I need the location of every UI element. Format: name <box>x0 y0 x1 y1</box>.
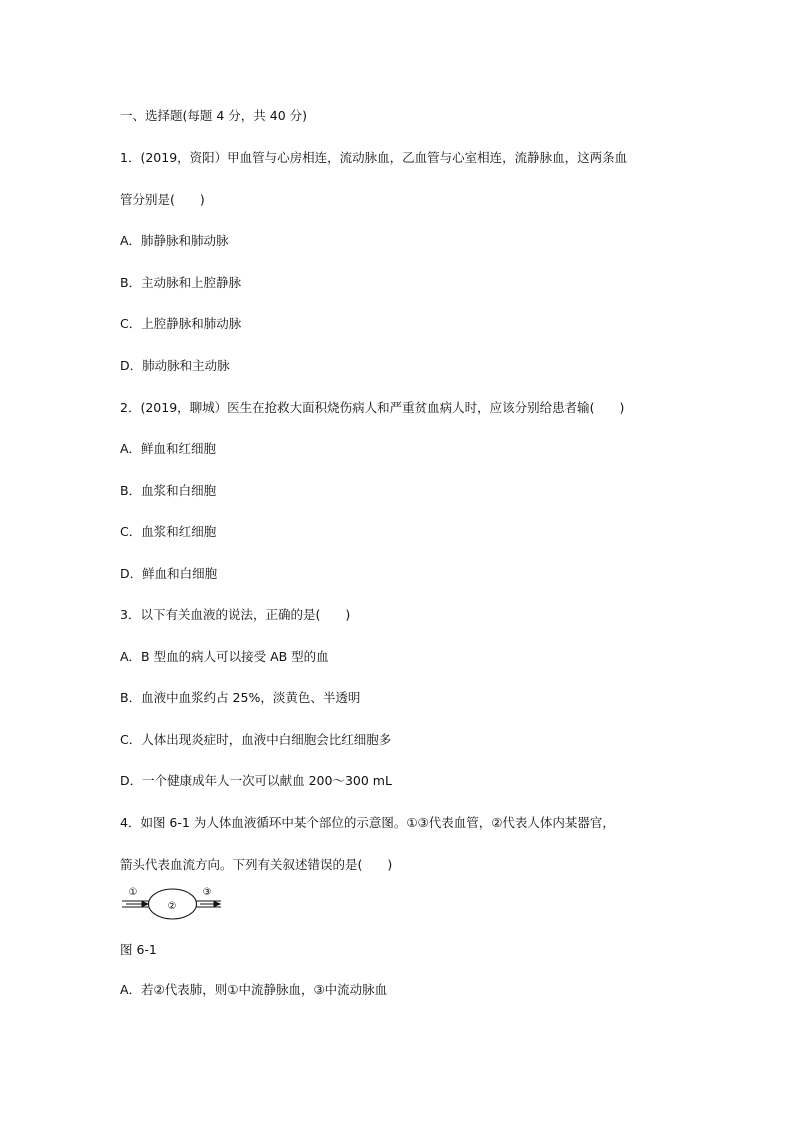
question-3-option-b: B．血液中血浆约占 25%，淡黄色、半透明 <box>120 690 361 705</box>
vessel-3-label: ③ <box>202 887 212 898</box>
question-2-option-d: D．鲜血和白细胞 <box>120 566 218 581</box>
question-1-option-d: D．肺动脉和主动脉 <box>120 358 230 373</box>
blood-flow-diagram <box>120 882 224 924</box>
question-1-line-1: 1．(2019，资阳）甲血管与心房相连，流动脉血，乙血管与心室相连，流静脉血，这两条血 <box>120 150 628 165</box>
question-1-option-c: C．上腔静脉和肺动脉 <box>120 316 242 331</box>
question-2-option-c: C．血浆和红细胞 <box>120 524 217 539</box>
question-3-option-c: C．人体出现炎症时，血液中白细胞会比红细胞多 <box>120 732 392 747</box>
question-4-line-1: 4．如图 6-1 为人体血液循环中某个部位的示意图。①③代表血管，②代表人体内某器官， <box>120 815 615 830</box>
question-3-option-d: D．一个健康成年人一次可以献血 200～300 mL <box>120 773 392 788</box>
question-1-option-a: A．肺静脉和肺动脉 <box>120 233 229 248</box>
vessel-1-label: ① <box>128 887 138 898</box>
question-3-option-a: A．B 型血的病人可以接受 AB 型的血 <box>120 649 329 664</box>
organ-2-label: ② <box>167 901 177 912</box>
question-2-line-1: 2．(2019，聊城）医生在抢救大面积烧伤病人和严重贫血病人时，应该分别给患者输( ) <box>120 400 625 415</box>
question-2-option-a: A．鲜血和红细胞 <box>120 441 217 456</box>
question-1-line-2: 管分别是( ) <box>120 192 205 207</box>
section-header: 一、选择题(每题 4 分，共 40 分) <box>120 108 308 123</box>
question-4-option-a: A．若②代表肺，则①中流静脉血，③中流动脉血 <box>120 982 388 997</box>
question-2-option-b: B．血浆和白细胞 <box>120 483 217 498</box>
figure-caption: 图 6-1 <box>120 942 157 957</box>
question-4-line-2: 箭头代表血流方向。下列有关叙述错误的是( ) <box>120 857 393 872</box>
question-1-option-b: B．主动脉和上腔静脉 <box>120 275 242 290</box>
question-3-line-1: 3．以下有关血液的说法，正确的是( ) <box>120 607 351 622</box>
